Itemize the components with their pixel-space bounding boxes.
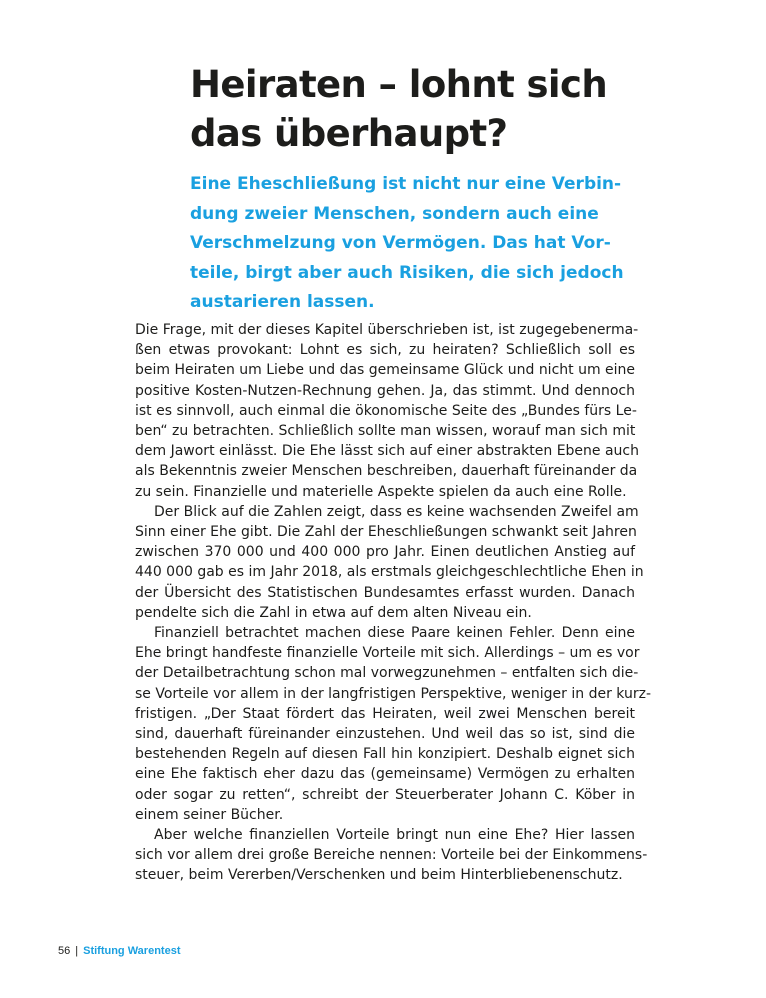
- text-line: Ehe bringt handfeste finanzielle Vorteile mit sich. Allerdings – um es vor: [135, 645, 640, 662]
- text-line: steuer, beim Vererben/Verschenken und beim Hinterbliebenenschutz.: [135, 867, 623, 884]
- text-line: sich vor allem drei große Bereiche nennen: Vorteile bei der Einkommens-: [135, 847, 648, 864]
- lead-line: Verschmelzung von Vermögen. Das hat Vor-: [190, 233, 611, 254]
- text-line: positive Kosten-Nutzen-Rechnung gehen. Ja, das stimmt. Und dennoch: [135, 382, 635, 399]
- body-text: [135, 320, 651, 886]
- paragraph: [135, 623, 651, 825]
- text-line: zwischen 370 000 und 400 000 pro Jahr. Einen deutlichen Anstieg auf: [135, 544, 635, 561]
- text-line: Aber welche finanziellen Vorteile bringt nun eine Ehe? Hier lassen: [154, 827, 635, 844]
- paragraph: [135, 502, 644, 623]
- text-line: ben“ zu betrachten. Schließlich sollte man wissen, worauf man sich mit: [135, 423, 636, 440]
- lead-paragraph: [190, 170, 630, 318]
- text-line: 440 000 gab es im Jahr 2018, als erstmals gleichgeschlechtliche Ehen in: [135, 564, 644, 581]
- text-line: sind, dauerhaft füreinander einzustehen. Und weil das so ist, sind die: [135, 726, 635, 743]
- text-line: ist es sinnvoll, auch einmal die ökonomische Seite des „Bundes fürs Le-: [135, 402, 637, 419]
- text-line: bestehenden Regeln auf diesen Fall hin konzipiert. Deshalb eignet sich: [135, 746, 635, 763]
- text-line: ßen etwas provokant: Lohnt es sich, zu heiraten? Schließlich soll es: [135, 342, 635, 359]
- footer-separator: |: [75, 945, 79, 957]
- text-line: Finanziell betrachtet machen diese Paare keinen Fehler. Denn eine: [154, 625, 635, 642]
- text-line: dem Jawort einlässt. Die Ehe lässt sich auf einer abstrakten Ebene auch: [135, 443, 639, 460]
- text-line: Die Frage, mit der dieses Kapitel überschrieben ist, ist zugegebenerma-: [135, 322, 639, 338]
- text-line: oder sogar zu retten“, schreibt der Steuerberater Johann C. Köber in: [135, 786, 635, 803]
- text-line: se Vorteile vor allem in der langfristigen Perspektive, weniger in der kurz-: [135, 685, 651, 702]
- text-line: beim Heiraten um Liebe und das gemeinsame Glück und nicht um eine: [135, 362, 636, 379]
- lead-line: dung zweier Menschen, sondern auch eine: [190, 203, 599, 224]
- page-footer: [58, 943, 180, 959]
- paragraph: [135, 320, 639, 502]
- text-line: einem seiner Bücher.: [135, 806, 284, 823]
- text-line: zu sein. Finanzielle und materielle Aspekte spielen da auch eine Rolle.: [135, 483, 627, 500]
- paragraph: [135, 825, 648, 886]
- text-line: der Detailbetrachtung schon mal vorwegzunehmen – entfalten sich die-: [135, 665, 639, 682]
- title-line: das überhaupt?: [190, 112, 508, 155]
- text-line: der Übersicht des Statistischen Bundesamtes erfasst wurden. Danach: [135, 584, 635, 601]
- text-line: Sinn einer Ehe gibt. Die Zahl der Eheschließungen schwankt seit Jahren: [135, 524, 637, 541]
- text-line: fristigen. „Der Staat fördert das Heiraten, weil zwei Menschen bereit: [135, 705, 635, 722]
- text-line: eine Ehe faktisch eher dazu das (gemeinsame) Vermögen zu erhalten: [135, 766, 635, 783]
- publisher-name: Stiftung Warentest: [83, 945, 181, 957]
- lead-line: austarieren lassen.: [190, 292, 375, 313]
- title-line: Heiraten – lohnt sich: [190, 63, 608, 106]
- text-line: als Bekenntnis zweier Menschen beschreiben, dauerhaft füreinander da: [135, 463, 638, 480]
- page-number: 56: [58, 945, 71, 957]
- text-line: Der Blick auf die Zahlen zeigt, dass es keine wachsenden Zweifel am: [154, 503, 639, 520]
- lead-line: Eine Eheschließung ist nicht nur eine Verbin-: [190, 174, 622, 194]
- lead-line: teile, birgt aber auch Risiken, die sich jedoch: [190, 262, 624, 283]
- text-line: pendelte sich die Zahl in etwa auf dem alten Niveau ein.: [135, 604, 532, 621]
- page-title: [190, 60, 670, 158]
